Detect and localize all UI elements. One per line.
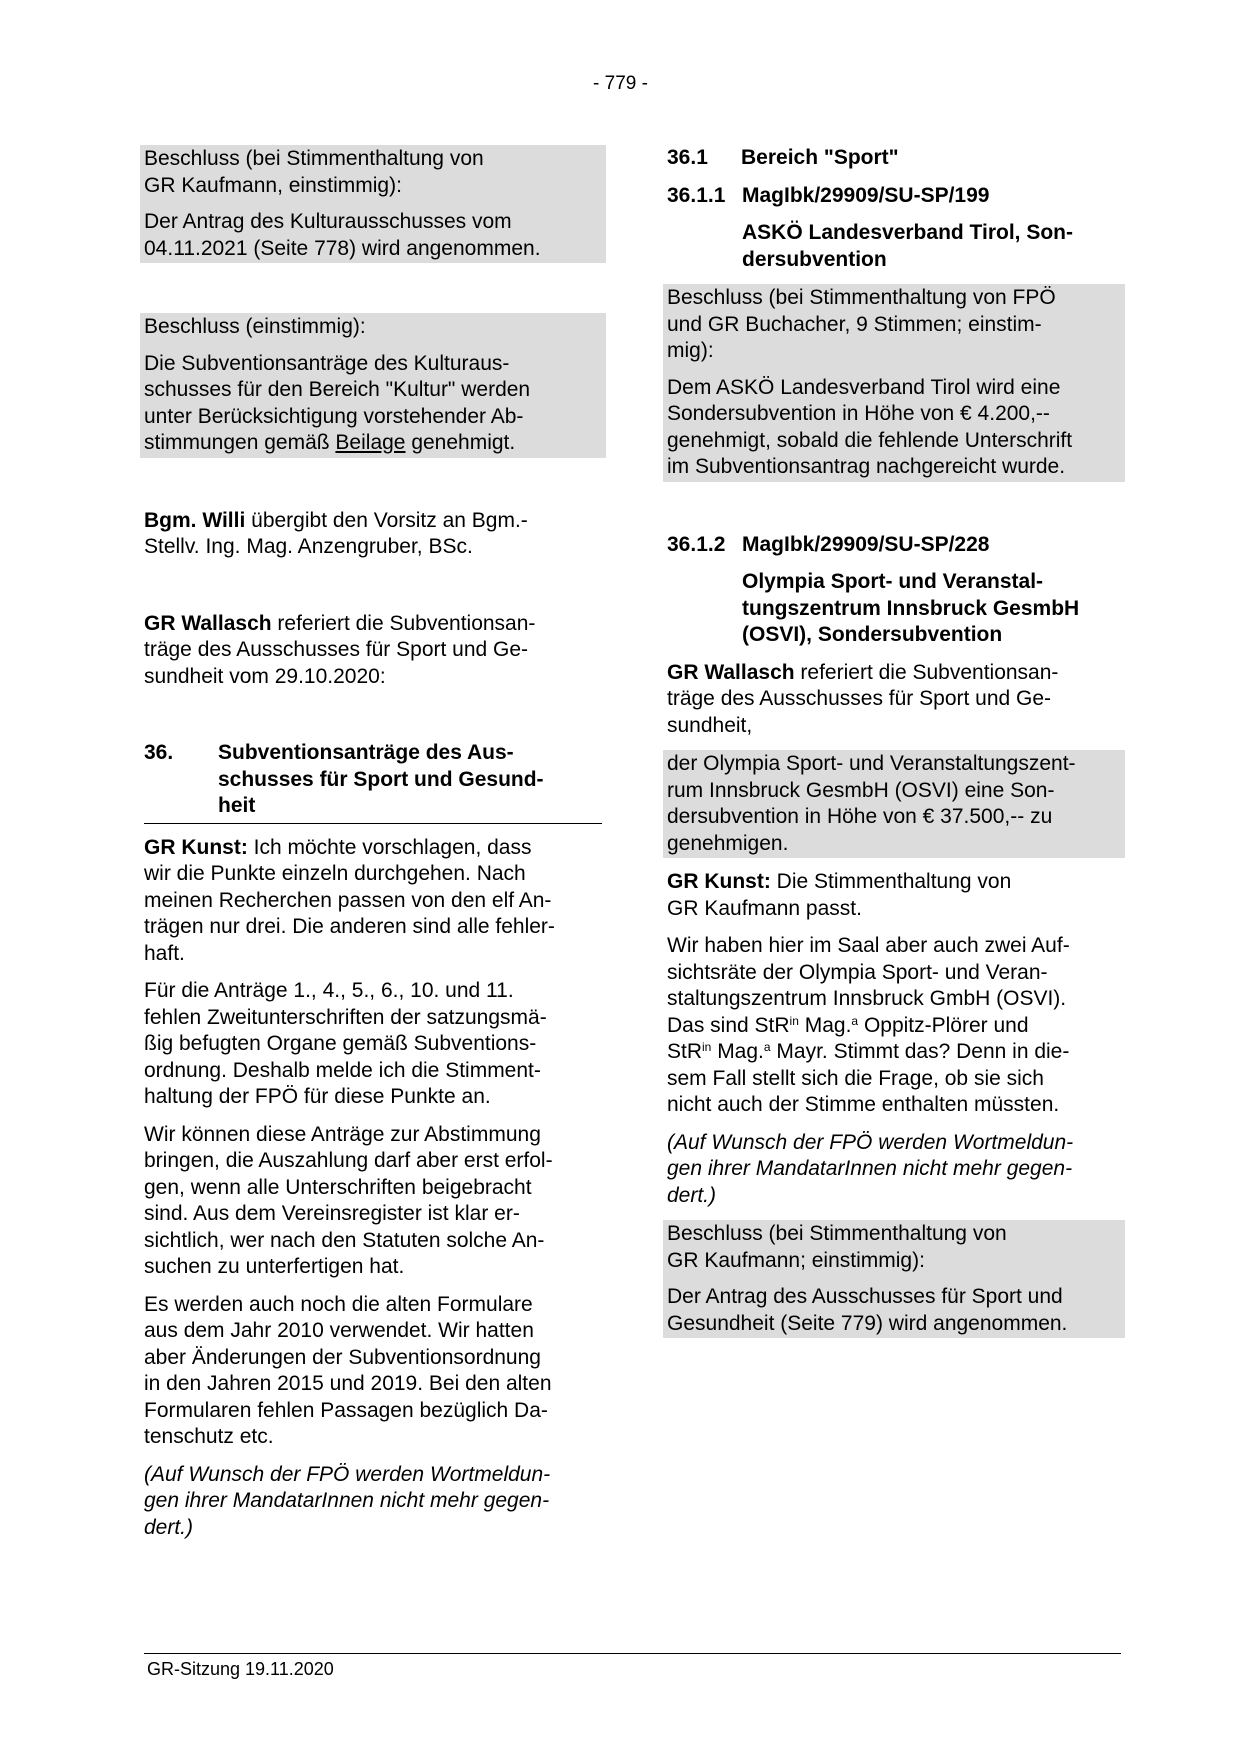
resolution-text: Der Antrag des Ausschusses für Sport und Gesundheit (Seite 779) wird angenommen. [667,1285,1068,1335]
paragraph-saal: Wir haben hier im Saal aber auch zwei Auf- sichtsräte der Olympia Sport- und Veran- staltungszentrum Innsbruck GmbH (OSVI). Das sind StR$^{in}$ Mag.$^a$ Oppitz-Plörer und StR$^{in}$ Mag.$^a$ Mayr. Stimmt das? Denn in die- sem Fall stellt sich die Frage, ob sie sich nicht auch der Stimme enthalten müssten. [667,934,1070,1116]
section-heading-36-1-1: 36.1.1 MagIbk/29909/SU-SP/199 [667,183,990,207]
section-heading-36-1: 36.1 Bereich "Sport" [667,146,899,169]
speaker-name: Bgm. Willi [144,508,246,532]
left-column [144,145,602,1541]
italic-note: (Auf Wunsch der FPÖ werden Wortmeldun- gen ihrer MandatarInnen nicht mehr gegen- dert.) [144,1462,551,1539]
page-number: - 779 - [593,73,648,94]
resolution-heading: Beschluss (bei Stimmenthaltung von GR Kaufmann, einstimmig): [144,147,484,197]
paragraph-kunst-1: GR Kunst: Ich möchte vorschlagen, dass wir die Punkte einzeln durchgehen. Nach meinen Recherchen passen von den elf An- trägen nur drei. Die anderen sind alle fehler- haft. [144,835,555,965]
section-heading-36: 36. Subventionsanträge des Aus- schusses für Sport und Gesund- heit [144,740,602,824]
footer-divider [144,1653,1121,1654]
resolution-text: Dem ASKÖ Landesverband Tirol wird eine Sondersubvention in Höhe von € 4.200,-- genehmigt, sobald die fehlende Unterschrift im Subventionsantrag nachgereicht wurde. [667,375,1073,478]
speaker-name: GR Wallasch [667,660,795,684]
paragraph-wallasch: GR Wallasch referiert die Subventionsan- träge des Ausschusses für Sport und Ge- sundheit vom 29.10.2020: [144,611,536,688]
footer-text: GR-Sitzung 19.11.2020 [147,1659,334,1679]
resolution-text: Die Subventionsanträge des Kulturaus- schusses für den Bereich "Kultur" werden unter Berücksichtigung vorstehender Ab- stimmungen gemäß Beilage genehmigt. [144,351,531,454]
resolution-block-asko [663,284,1125,482]
resolution-heading: Beschluss (einstimmig): [144,315,366,338]
speaker-name: GR Kunst: [667,870,771,893]
speaker-name: GR Wallasch [144,611,272,635]
beilage-link[interactable]: Beilage [335,431,406,454]
paragraph-antraege: Für die Anträge 1., 4., 5., 6., 10. und 11. fehlen Zweitunterschriften der satzungsmä- ßig befugten Organe gemäß Subventions- ordnung. Deshalb melde ich die Stimment- haltung der FPÖ für diese Punkte an. [144,979,547,1108]
paragraph-wallasch-2: GR Wallasch referiert die Subventionsan- träge des Ausschusses für Sport und Ge- sundheit, [667,660,1059,737]
resolution-block-einstimmig [140,313,606,458]
italic-note: (Auf Wunsch der FPÖ werden Wortmeldun- gen ihrer MandatarInnen nicht mehr gegen- dert.) [667,1130,1074,1207]
resolution-heading: Beschluss (bei Stimmenthaltung von FPÖ und GR Buchacher, 9 Stimmen; einstim- mig): [667,286,1056,362]
resolution-block-osvi [663,750,1125,858]
subsection-title: Olympia Sport- und Veranstal- tungszentrum Innsbruck GesmbH (OSVI), Sondersubvention [742,570,1080,646]
resolution-text: Der Antrag des Kulturausschusses vom 04.11.2021 (Seite 778) wird angenommen. [144,210,541,260]
paragraph-formulare: Es werden auch noch die alten Formulare aus dem Jahr 2010 verwendet. Wir hatten aber Änderungen der Subventionsordnung in den Jahren 2015 und 2019. Bei den alten Formularen fehlen Passagen bezüglich Da- tenschutz etc. [144,1292,552,1448]
resolution-heading: Beschluss (bei Stimmenthaltung von GR Kaufmann; einstimmig): [667,1222,1007,1272]
paragraph-kunst-2: GR Kunst: Die Stimmenthaltung von GR Kaufmann passt. [667,870,1012,920]
subsection-title: ASKÖ Landesverband Tirol, Son- dersubvention [742,221,1073,271]
resolution-block-final [663,1220,1125,1338]
resolution-block-kultur [140,145,606,263]
paragraph-bgm-willi: Bgm. Willi übergibt den Vorsitz an Bgm.- Stellv. Ing. Mag. Anzengruber, BSc. [144,508,528,558]
right-column [667,145,1121,1338]
speaker-name: GR Kunst: [144,835,248,859]
section-heading-36-1-2: 36.1.2 MagIbk/29909/SU-SP/228 [667,532,990,556]
resolution-text: der Olympia Sport- und Veranstaltungszent- rum Innsbruck GesmbH (OSVI) eine Son- dersubvention in Höhe von € 37.500,-- zu genehmigen. [667,752,1076,855]
paragraph-abstimmung: Wir können diese Anträge zur Abstimmung bringen, die Auszahlung darf aber erst erfol- gen, wenn alle Unterschriften beigebracht sind. Aus dem Vereinsregister ist klar er- sichtlich, wer nach den Statuten solche An- suchen zu unterfertigen hat. [144,1122,553,1278]
